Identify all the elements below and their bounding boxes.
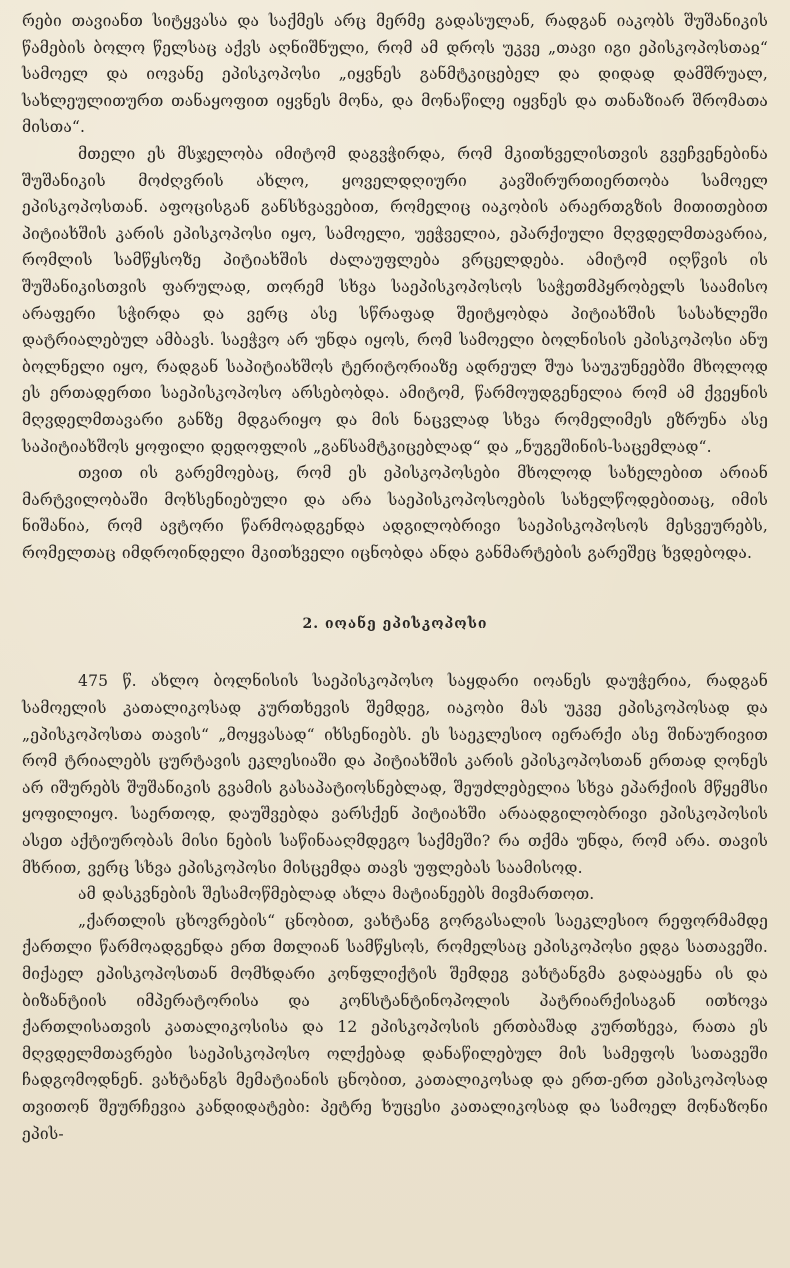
paragraph-continuation: რები თავიანთ სიტყვასა და საქმეს არც მერმე გადასულან, რადგან იაკობს შუშანიკის წამების ბოლო წელსაც აქვს აღნიშნული, რომ ამ დროს უკვე „თავი იგი ეპისკოპოსთაჲ“ სამოელ და იოვანე ეპისკოპოსი „იყვნეს განმტკიცებელ და დიდად დამშრუალ, სახლეულითურთ თანაყოფით იყვნეს მონა, და მონაწილე იყვნეს და თანაზიარ შრომათა მისთა“. (22, 12, 768, 137)
paragraph-bishops-names: თვით ის გარემოებაც, რომ ეს ეპისკოპოსები მხოლოდ სახელებით არიან მარტვილობაში მოხსენიებული და არა საეპისკოპოსოების სახელწოდებითაც, იმის ნიშანია, რომ ავტორი წარმოადგენდა ადგილობრივი საეპისკოპოსოს მესვეურებს, რომელთაც იმდროინდელი მკითხველი იცნობდა ანდა განმარტების გარეშეც ხვდებოდა. (22, 464, 768, 562)
paragraph-kartlis-tskhovreba: „ქართლის ცხოვრების“ ცნობით, ვახტანგ გორგასალის საეკლესიო რეფორმამდე ქართლი წარმოადგენდა ერთ მთლიან სამწყსოს, რომელსაც ეპისკოპოსი ედგა სათავეში. მიქაელ ეპისკოპოსთან მომხდარი კონფლიქტის შემდეგ ვახტანგმა გადააყენა ის და ბიზანტიის იმპერატორისა და კონსტანტინოპოლის პატრიარქისაგან ითხოვა ქართლისათვის კათალიკოსისა და 12 ეპისკოპოსის ერთბაშად კურთხევა, რათა ეს მღვდელმთავრები საეპისკოპოსო ოლქებად დანაწილებულ მის სამეფოს სათავეში ჩადგომოდნენ. ვახტანგს მემატიანის ცნობით, კათალიკოსად და ერთ-ერთ ეპისკოპოსად თვითონ შეურჩევია კანდიდატები: პეტრე ხუცესი კათალიკოსად და სამოელ მონაზონი ეპის- (22, 911, 768, 1143)
section-heading: 2. იოანე ეპისკოპოსი (302, 616, 488, 633)
section-spacer-top (22, 566, 768, 616)
paragraph-chronicles: ამ დასკვნების შესამოწმებლად ახლა მატიანეებს მივმართოთ. (78, 885, 595, 904)
paragraph-samoel-bishop: მთელი ეს მსჯელობა იმიტომ დაგვჭირდა, რომ მკითხველისთვის გვეჩვენებინა შუშანიკის მოძღვრის ახლო, ყოველდღიური კავშირურთიერთობა სამოელ ეპისკოპოსთან. აფოცისგან განსხვავებით, რომელიც იაკობის არაერთგზის მითითებით პიტიახშის კარის ეპისკოპოსი იყო, სამოელი, უეჭველია, ეპარქიული მღვდელმთავარია, რომლის სამწყსოზე პიტიახშის ძალაუფლება ვრცელდება. ამიტომ იღწვის ის შუშანიკისთვის ფარულად, თორემ სხვა საეპისკოპოსოს საჭეთმპყრობელს საამისო არაფერი სჭირდა და ვერც ასე სწრაფად შეიტყობდა პიტიახშის სასახლეში დატრიალებულ ამბავს. საეჭვო არ უნდა იყოს, რომ სამოელი ბოლნისის ეპისკოპოსი ანუ ბოლნელი იყო, რადგან საპიტიახშოს ტერიტორიაზე ადრეულ შუა საუკუნეებში მხოლოდ ეს ერთადერთი საეპისკოპოსო არსებობდა. ამიტომ, წარმოუდგენელია რომ ამ ქვეყნის მღვდელმთავარი განზე მდგარიყო და მის ნაცვლად სხვა რომელიმეს ეზრუნა ასე საპიტიახშოს ყოფილი დედოფლის „განსამტკიცებლად“ და „ნუგეშინის-საცემლად“. (22, 144, 768, 456)
paragraph-ioane-bishop: 475 წ. ახლო ბოლნისის საეპისკოპოსო საყდარი იოანეს დაუჭერია, რადგან სამოელის კათალიკოსად კურთხევის შემდეგ, იაკობი მას უკვე ეპისკოპოსად და „ეპისკოპოსთა თავის“ „მოყვასად“ იხსენიებს. ეს საეკლესიო იერარქი ასე შინაურივით რომ ტრიალებს ცურტავის ეკლესიაში და პიტიახშის კარის ეპისკოპოსთან ერთად ღონეს არ იშურებს შუშანიკის გვამის გასაპატიოსნებლად, შეუძლებელია სხვა ეპარქიის მწყემსი ყოფილიყო. საერთოდ, დაუშვებდა ვარსქენ პიტიახში არაადგილობრივი ეპისკოპოსის ასეთ აქტიურობას მისი ნების საწინააღმდეგო საქმეში? რა თქმა უნდა, რომ არა. თავის მხრით, ვერც სხვა ეპისკოპოსი მისცემდა თავს უფლებას საამისოდ. (22, 672, 768, 877)
section-spacer-bottom (22, 632, 768, 668)
